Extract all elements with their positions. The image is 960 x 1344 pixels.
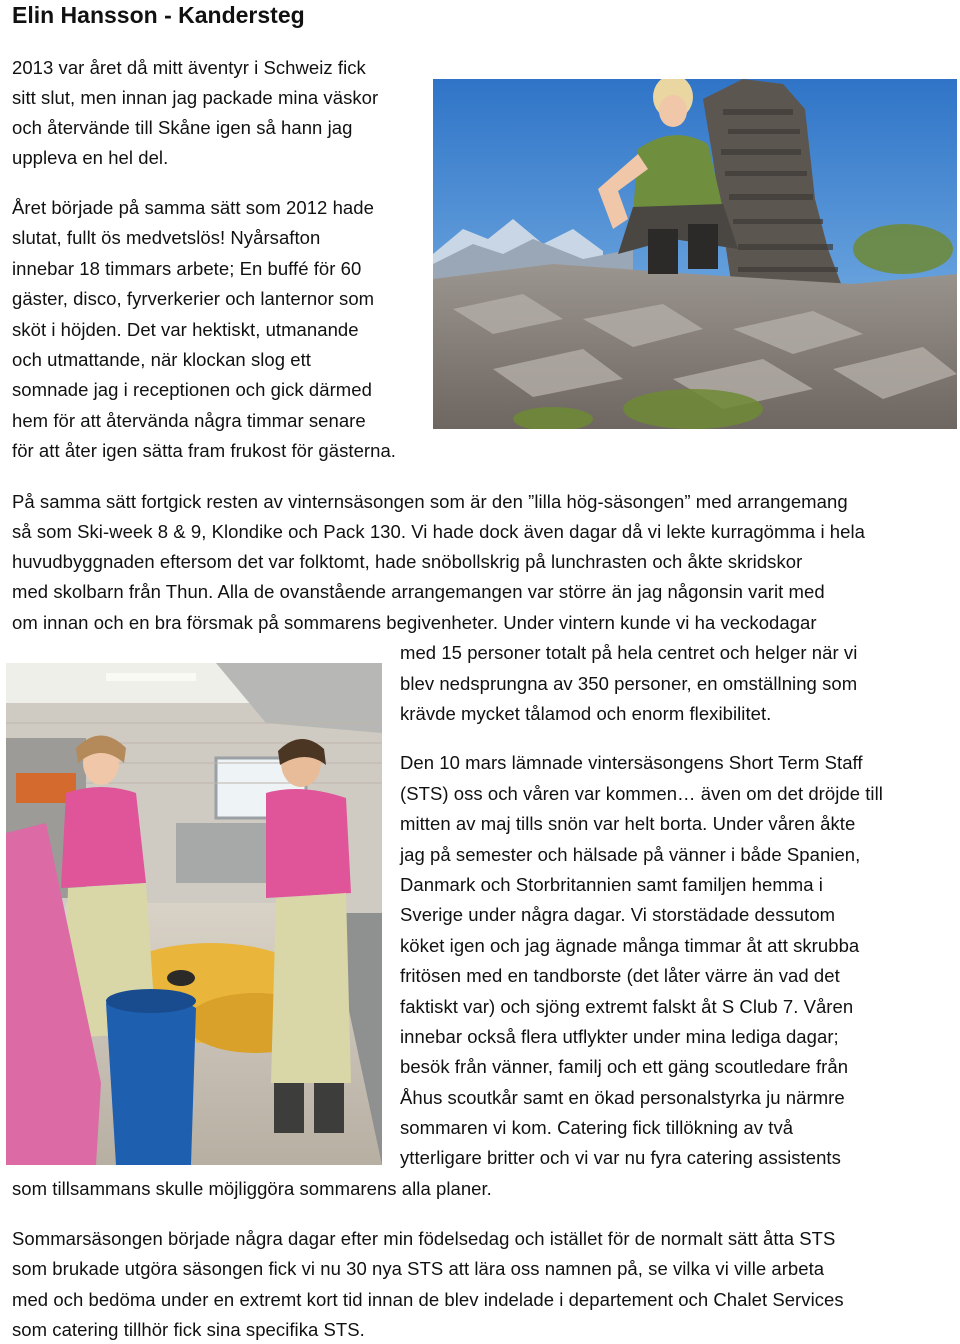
text-line-new-year-1: Året började på samma sätt som 2012 hade: [12, 197, 374, 218]
text-line-new-year-5: sköt i höjden. Det var hektiskt, utmanande: [12, 319, 359, 340]
text-line-winter-season-1: På samma sätt fortgick resten av vinternsäsongen som är den ”lilla hög-säsongen” med arrangemang: [12, 491, 848, 512]
text-line-winter-season-6: med 15 personer totalt på hela centret och helger när vi: [400, 642, 858, 663]
text-line-winter-season-3: huvudbyggnaden eftersom det var folktomt, hade snöbollskrig på lunchrasten och åkte skridskor: [12, 551, 803, 572]
text-line-summer-4: som catering tillhör fick sina specifika STS.: [12, 1319, 365, 1340]
kitchen-staff-photo: [6, 663, 382, 1165]
text-line-spring-9: faktiskt var) och sjöng extremt falskt åt S Club 7. Våren: [400, 996, 854, 1017]
text-line-spring-3: mitten av maj tills snön var helt borta. Under våren åkte: [400, 813, 856, 834]
text-line-winter-season-8: krävde mycket tålamod och enorm flexibilitet.: [400, 703, 772, 724]
page-title: Elin Hansson - Kandersteg: [12, 2, 305, 28]
text-line-summer-1: Sommarsäsongen började några dagar efter min födelsedag och istället för de normalt sätt åtta STS: [12, 1228, 836, 1249]
text-line-spring-7: köket igen och jag ägnade många timmar åt att skrubba: [400, 935, 860, 956]
text-line-intro-1: 2013 var året då mitt äventyr i Schweiz fick: [12, 57, 366, 78]
text-line-winter-season-2: så som Ski-week 8 & 9, Klondike och Pack 130. Vi hade dock även dagar då vi lekte kurragömma i hela: [12, 521, 865, 542]
text-line-spring-11: besök från vänner, familj och ett gäng scoutledare från: [400, 1056, 849, 1077]
text-line-intro-3: och återvände till Skåne igen så hann jag: [12, 117, 353, 138]
mountain-cairn-photo: [433, 79, 957, 429]
text-line-spring-10: innebar också flera utflykter under mina lediga dagar;: [400, 1026, 839, 1047]
text-line-spring-4: jag på semester och hälsade på vänner i både Spanien,: [400, 844, 861, 865]
text-line-spring-1: Den 10 mars lämnade vintersäsongens Short Term Staff: [400, 752, 863, 773]
text-line-summer-2: som brukade utgöra säsongen fick vi nu 30 nya STS att lära oss namnen på, se vilka vi ville arbeta: [12, 1258, 825, 1279]
text-line-winter-season-7: blev nedsprungna av 350 personer, en omställning som: [400, 673, 858, 694]
text-line-new-year-9: för att åter igen sätta fram frukost för gästerna.: [12, 440, 396, 461]
text-line-new-year-4: gäster, disco, fyrverkerier och lanternor som: [12, 288, 375, 309]
text-line-spring-2: (STS) oss och våren var kommen… även om det dröjde till: [400, 783, 883, 804]
text-line-spring-14: ytterligare britter och vi var nu fyra catering assistents: [400, 1147, 841, 1168]
text-line-spring-13: sommaren vi kom. Catering fick tillökning av två: [400, 1117, 794, 1138]
text-line-new-year-6: och utmattande, när klockan slog ett: [12, 349, 312, 370]
text-line-intro-4: uppleva en hel del.: [12, 147, 169, 168]
text-line-new-year-7: somnade jag i receptionen och gick därmed: [12, 379, 372, 400]
text-line-new-year-8: hem för att återvända några timmar senare: [12, 410, 366, 431]
text-line-summer-3: med och bedöma under en extremt kort tid innan de blev indelade i departement och Chalet Services: [12, 1289, 844, 1310]
text-line-spring-5: Danmark och Storbritannien samt familjen hemma i: [400, 874, 823, 895]
text-line-spring-15: som tillsammans skulle möjliggöra sommarens alla planer.: [12, 1178, 492, 1199]
text-line-spring-6: Sverige under några dagar. Vi storstädade dessutom: [400, 904, 836, 925]
text-line-new-year-2: slutat, fullt ös medvetslös! Nyårsafton: [12, 227, 321, 248]
text-line-winter-season-5: om innan och en bra försmak på sommarens begivenheter. Under vintern kunde vi ha veckodagar: [12, 612, 817, 633]
text-line-new-year-3: innebar 18 timmars arbete; En buffé för 60: [12, 258, 362, 279]
text-line-winter-season-4: med skolbarn från Thun. Alla de ovanstående arrangemangen var större än jag någonsin varit med: [12, 581, 825, 602]
text-line-spring-12: Åhus scoutkår samt en ökad personalstyrka ju närmre: [400, 1087, 845, 1108]
text-line-intro-2: sitt slut, men innan jag packade mina väskor: [12, 87, 379, 108]
text-line-spring-8: fritösen med en tandborste (det låter värre än vad det: [400, 965, 840, 986]
